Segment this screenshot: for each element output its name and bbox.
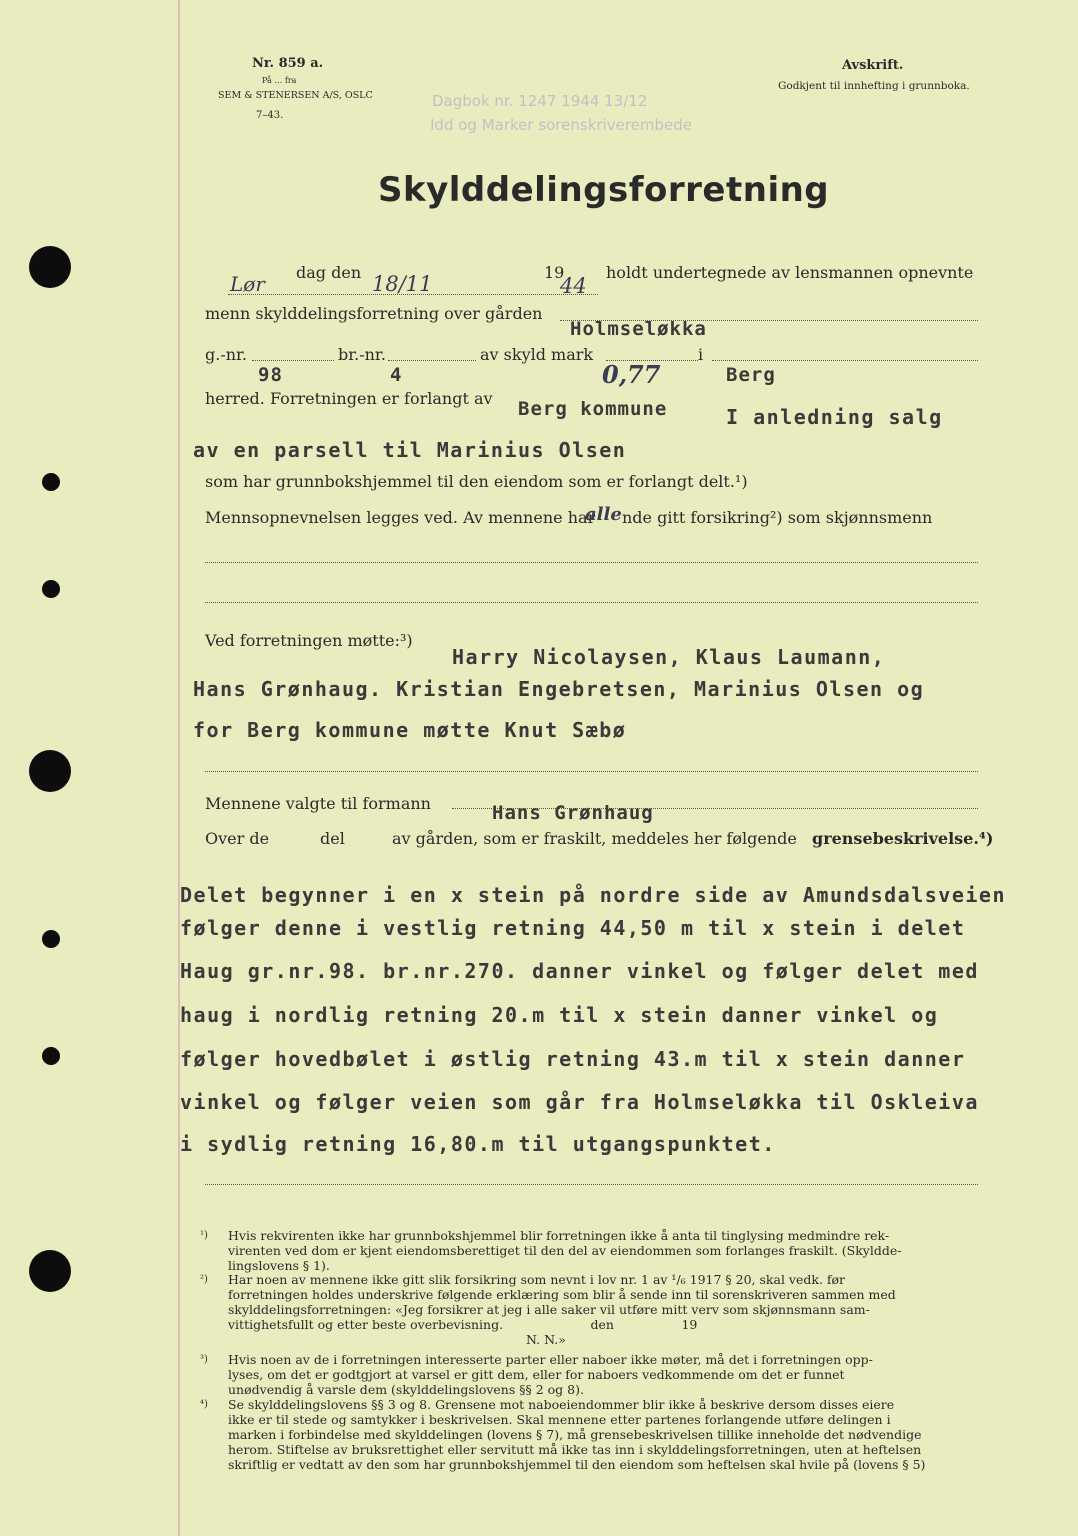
boundary-line: i sydlig retning 16,80.m til utgangspunktet. xyxy=(180,1132,776,1156)
occasion-line2: av en parsell til Marinius Olsen xyxy=(193,438,627,462)
label-brnr: br.-nr. xyxy=(338,345,386,364)
form-number: Nr. 859 a. xyxy=(252,56,324,71)
blank-line xyxy=(205,1184,978,1185)
label-dag-den: dag den xyxy=(296,263,362,282)
attendees-line1: Harry Nicolaysen, Klaus Laumann, xyxy=(452,645,886,669)
occasion: I anledning salg xyxy=(726,405,943,429)
requested-by: Berg kommune xyxy=(518,398,668,420)
binder-hole xyxy=(42,930,60,948)
document-title: Skylddelingsforretning xyxy=(378,170,830,210)
fill-line xyxy=(252,360,334,361)
boundary-line: følger hovedbølet i østlig retning 43.m til x stein danner xyxy=(180,1047,966,1071)
day-handwritten: Lør xyxy=(230,272,265,296)
binder-hole xyxy=(29,750,71,792)
footnote-mark: ³) xyxy=(200,1354,208,1365)
footnote-3 xyxy=(200,1352,980,1397)
boundary-line: haug i nordlig retning 20.m til x stein danner vinkel og xyxy=(180,1003,939,1027)
label-formann: Mennene valgte til formann xyxy=(205,794,431,813)
farm-name: Holmseløkka xyxy=(570,318,707,340)
footnote-line: Hvis rekvirenten ikke har grunnbokshjemmel blir forretningen ikke å anta til tinglysing medmindre rek- xyxy=(228,1228,890,1243)
footnote-mark: ⁴) xyxy=(200,1399,208,1410)
brnr-value: 4 xyxy=(390,364,403,386)
municipality: Berg xyxy=(726,364,776,386)
label-ved: Ved forretningen møtte:³) xyxy=(205,631,413,650)
formann: Hans Grønhaug xyxy=(492,802,654,824)
fill-line xyxy=(228,294,598,295)
binder-hole xyxy=(29,1250,71,1292)
footnote-line: unødvendig å varsle dem (skylddelingslovens §§ 2 og 8). xyxy=(228,1382,584,1397)
blank-line xyxy=(205,562,978,563)
footnote-line: herom. Stiftelse av bruksrettighet eller servitutt må ikke tas inn i skylddelingsforretningen, uten at heftelsen xyxy=(228,1442,922,1457)
footnote-mark: ²) xyxy=(200,1274,208,1285)
attendees-line2: Hans Grønhaug. Kristian Engebretsen, Marinius Olsen og xyxy=(193,677,925,701)
label-grense: grensebeskrivelse.⁴) xyxy=(812,829,994,848)
publisher-line: På … fra xyxy=(262,76,297,85)
label-del: del xyxy=(320,829,345,848)
footnote-line: Hvis noen av de i forretningen interesserte parter eller naboer ikke møter, må det i forretningen opp- xyxy=(228,1352,873,1367)
journal-stamp: Dagbok nr. 1247 1944 13/12 xyxy=(432,92,648,110)
year-prefix: 19 xyxy=(544,263,565,282)
fill-line xyxy=(606,360,698,361)
label-i: i xyxy=(698,345,704,364)
boundary-line: følger denne i vestlig retning 44,50 m til x stein i delet xyxy=(180,916,966,940)
footnote-line: skriftlig er vedtatt av den som har grunnbokshjemmel til den eiendom som heftelsen skal hvile på (lovens § 5) xyxy=(228,1457,926,1472)
footnote-line: lyses, om det er godtgjort at varsel er gitt dem, eller for naboers vedkommende om det er funnet xyxy=(228,1367,845,1382)
copy-label: Avskrift. xyxy=(842,58,904,73)
fill-line xyxy=(712,360,978,361)
date-handwritten: 18/11 xyxy=(372,272,433,296)
binder-hole xyxy=(29,246,71,288)
footnote-line: N. N.» xyxy=(228,1332,566,1347)
label-herred: herred. Forretningen er forlangt av xyxy=(205,389,493,408)
footnote-mark: ¹) xyxy=(200,1230,208,1241)
label-mennsopp-end: nde gitt forsikring²) som skjønnsmenn xyxy=(622,508,933,527)
label-holdt: holdt undertegnede av lensmannen opnevnte xyxy=(606,263,974,282)
label-mennsopp: Mennsopnevnelsen legges ved. Av mennene har xyxy=(205,508,596,527)
attendees-line3: for Berg kommune møtte Knut Sæbø xyxy=(193,718,627,742)
footnote-line: marken i forbindelse med skylddelingen (lovens § 7), må grensebeskrivelsen tillike inneholde det nødvendige xyxy=(228,1427,922,1442)
boundary-line: Delet begynner i en x stein på nordre side av Amundsdalsveien xyxy=(180,883,1007,907)
skyld-value: 0,77 xyxy=(602,360,661,389)
footnote-line: forretningen holdes underskrive følgende erklæring som blir å sende inn til sorenskriveren sammen med xyxy=(228,1287,896,1302)
court-stamp: Idd og Marker sorenskriverembede xyxy=(430,116,693,134)
label-over-de: Over de xyxy=(205,829,270,848)
footnote-2 xyxy=(200,1272,980,1347)
footnote-line: skylddelingsforretningen: «Jeg forsikrer at jeg i alle saker vil utføre mitt verv som skjønnsmann sam- xyxy=(228,1302,870,1317)
binder-hole xyxy=(42,473,60,491)
gnr-value: 98 xyxy=(258,364,283,386)
handwritten-alle: alle xyxy=(585,504,622,525)
footnote-line: Har noen av mennene ikke gitt slik forsikring som nevnt i lov nr. 1 av ¹/₆ 1917 § 20, skal vedk. før xyxy=(228,1272,846,1287)
label-av-garden: av gården, som er fraskilt, meddeles her følgende xyxy=(392,829,797,848)
boundary-line: vinkel og følger veien som går fra Holmseløkka til Oskleiva xyxy=(180,1090,979,1114)
margin-line xyxy=(178,0,180,1536)
blank-line xyxy=(205,771,978,772)
binder-hole xyxy=(42,580,60,598)
year-handwritten: 44 xyxy=(560,274,587,298)
footnote-1 xyxy=(200,1228,980,1273)
footnote-line: vittighetsfullt og etter beste overbevisning. den 19 xyxy=(228,1317,698,1332)
boundary-line: Haug gr.nr.98. br.nr.270. danner vinkel og følger delet med xyxy=(180,959,979,983)
footnote-line: Se skylddelingslovens §§ 3 og 8. Grensene mot naboeiendommer blir ikke å beskrive dersom disses eiere xyxy=(228,1397,895,1412)
label-menn: menn skylddelingsforretning over gården xyxy=(205,304,543,323)
footnote-line: virenten ved dom er kjent eiendomsberettiget til den del av eiendommen som forlanges fraskilt. (Skyldde- xyxy=(228,1243,902,1258)
label-skyld: av skyld mark xyxy=(480,345,594,364)
fill-line xyxy=(388,360,476,361)
footnote-4 xyxy=(200,1397,980,1472)
footnote-line: ikke er til stede og samtykker i beskrivelsen. Skal mennene etter partenes forlangende utføre delingen i xyxy=(228,1412,891,1427)
label-gnr: g.-nr. xyxy=(205,345,248,364)
approval-text: Godkjent til innhefting i grunnboka. xyxy=(778,80,970,92)
label-som-har: som har grunnbokshjemmel til den eiendom som er forlangt delt.¹) xyxy=(205,472,748,491)
blank-line xyxy=(205,602,978,603)
footnote-line: lingslovens § 1). xyxy=(228,1258,330,1273)
publisher-line: 7–43. xyxy=(256,110,284,121)
binder-hole xyxy=(42,1047,60,1065)
publisher-line: SEM & STENERSEN A/S, OSLC xyxy=(218,90,373,101)
